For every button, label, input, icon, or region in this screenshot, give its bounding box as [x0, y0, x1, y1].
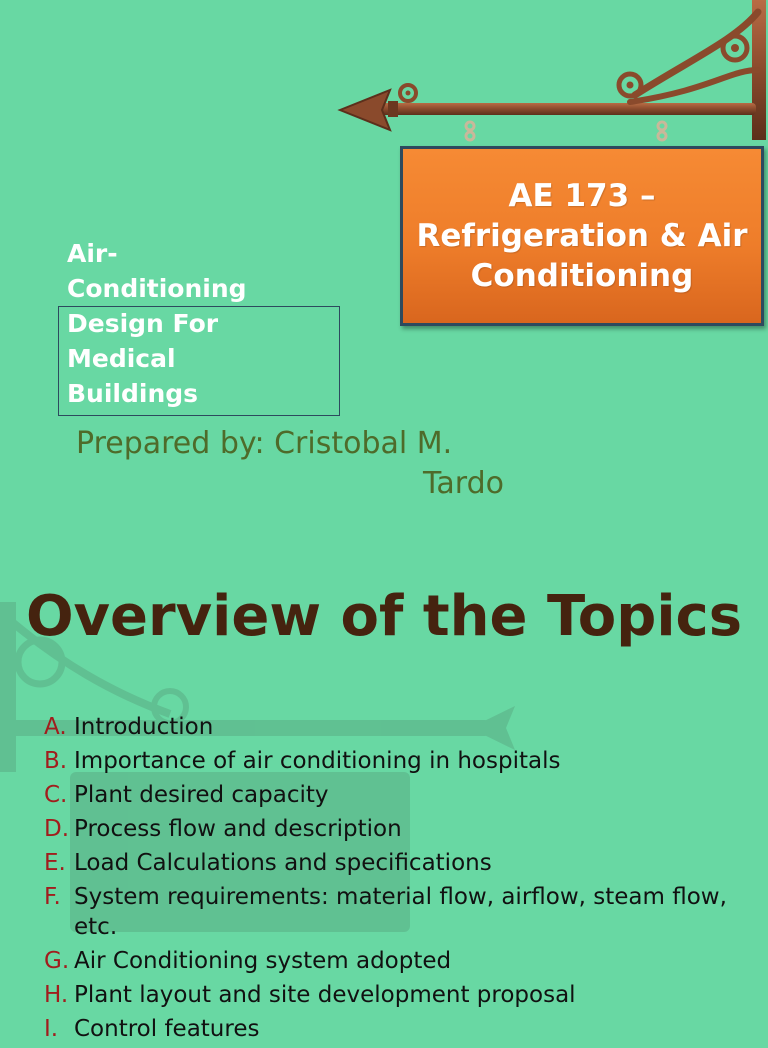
topic-item: [44, 814, 744, 844]
topic-marker: A.: [44, 714, 67, 740]
topic-text: Introduction: [74, 714, 214, 740]
topic-text: Air Conditioning system adopted: [74, 948, 452, 974]
topic-text: Control features: [74, 1016, 260, 1042]
topic-item: [44, 980, 744, 1010]
title-slide: [0, 0, 768, 512]
prepared-by-line2: Tardo: [423, 466, 504, 501]
topic-list: [44, 712, 744, 1048]
topic-item: [44, 848, 744, 878]
topic-marker: I.: [44, 1016, 59, 1042]
topic-item: [44, 946, 744, 976]
topic-marker: B.: [44, 748, 68, 774]
topic-item: [44, 746, 744, 776]
prepared-by: [76, 424, 506, 504]
topic-text: Process flow and description: [74, 816, 402, 842]
topic-item: [44, 1014, 744, 1044]
topic-marker: D.: [44, 816, 70, 842]
topic-marker: E.: [44, 850, 66, 876]
overview-slide: [0, 512, 768, 1042]
topic-text: Load Calculations and specifications: [74, 850, 492, 876]
topic-marker: C.: [44, 782, 68, 808]
topic-marker: F.: [44, 884, 61, 910]
topic-item: [44, 780, 744, 810]
course-title-sign: [400, 146, 764, 326]
topic-text: Importance of air conditioning in hospitals: [74, 748, 561, 774]
presentation-subtitle: Air-Conditioning Design For Medical Buildings: [67, 239, 247, 408]
course-title: AE 173 – Refrigeration & Air Conditioning: [416, 178, 748, 294]
topic-item: [44, 882, 744, 942]
topic-marker: H.: [44, 982, 69, 1008]
topic-text: System requirements: material flow, airflow, steam flow, etc.: [74, 884, 727, 940]
prepared-by-line1: Prepared by: Cristobal M.: [76, 426, 453, 461]
topic-item: [44, 712, 744, 742]
topic-text: Plant layout and site development proposal: [74, 982, 576, 1008]
topic-text: Plant desired capacity: [74, 782, 329, 808]
wrought-iron-sign-bracket-icon: [330, 0, 768, 150]
overview-title: Overview of the Topics: [25, 584, 743, 649]
topic-marker: G.: [44, 948, 70, 974]
